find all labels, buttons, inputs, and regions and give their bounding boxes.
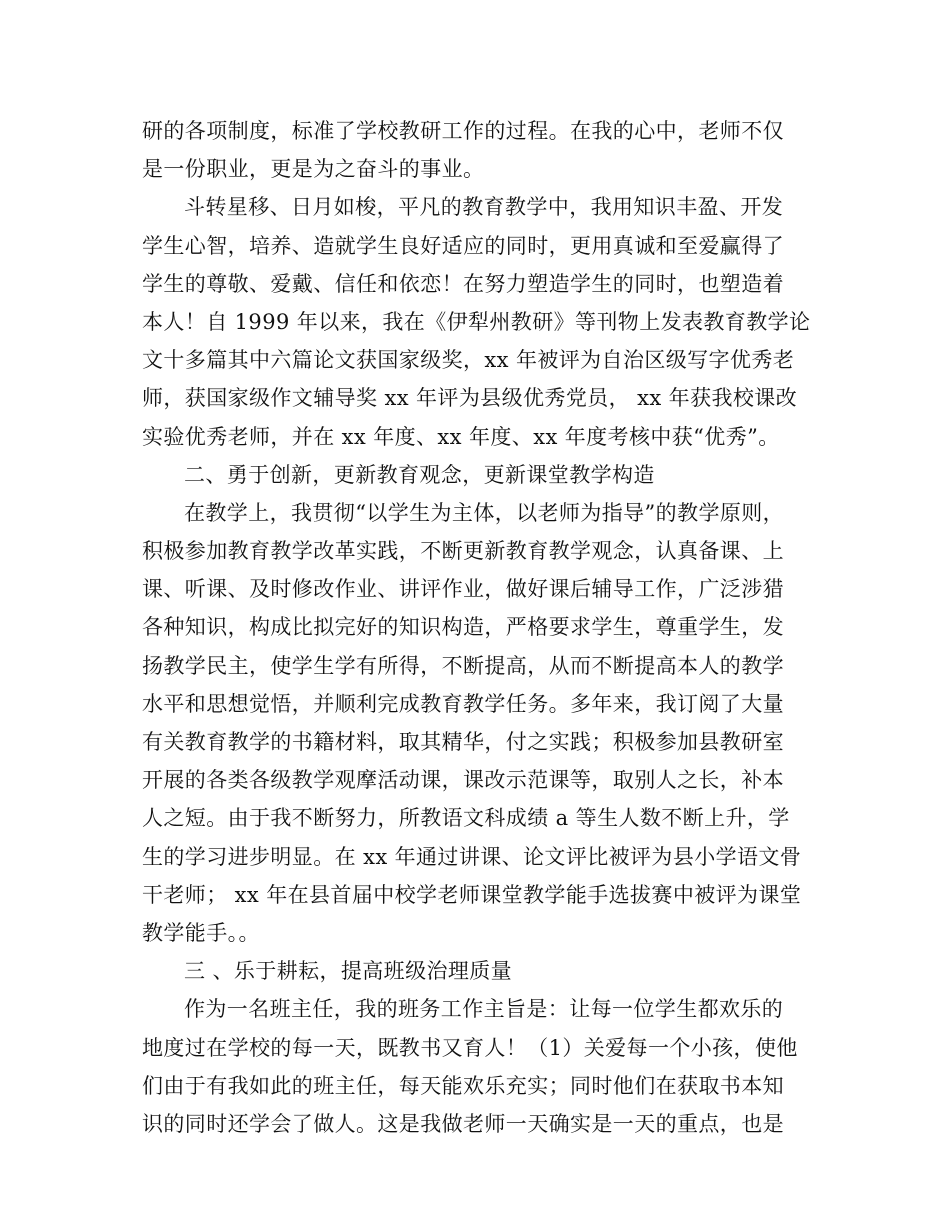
text-line: 研的各项制度，标准了学校教研工作的过程。在我的心中，老师不仅 xyxy=(142,119,784,143)
text-line: 扬教学民主，使学生学有所得，不断提高，从而不断提高本人的教学 xyxy=(142,653,784,678)
text-line: 斗转星移、日月如梭，平凡的教育教学中，我用知识丰盈、开发 xyxy=(184,195,784,220)
text-line: 各种知识，构成比拟完好的知识构造，严格要求学生，尊重学生，发 xyxy=(142,615,784,640)
text-line: 作为一名班主任，我的班务工作主旨是：让每一位学生都欢乐的 xyxy=(184,997,784,1022)
text-line: 师，获国家级作文辅导奖 xx 年评为县级优秀党员， xx 年获我校课改 xyxy=(142,386,798,411)
text-line: 干老师； xx 年在县首届中校学老师课堂教学能手选拔赛中被评为课堂 xyxy=(142,882,802,907)
text-line: 教学能手。。 xyxy=(142,920,260,945)
text-line: 学生的尊敬、爱戴、信任和依恋！在努力塑造学生的同时，也塑造着 xyxy=(142,271,784,296)
text-line: 地度过在学校的每一天，既教书又育人！（1）关爱每一个小孩，使他 xyxy=(142,1035,798,1060)
text-line: 实验优秀老师，并在 xx 年度、xx 年度、xx 年度考核中获“优秀”。 xyxy=(142,424,780,449)
section-heading: 三 、乐于耕耘，提高班级治理质量 xyxy=(184,959,513,984)
text-line: 是一份职业，更是为之奋斗的事业。 xyxy=(142,157,485,182)
section-heading: 二、勇于创新，更新教育观念，更新课堂教学构造 xyxy=(184,462,655,487)
text-line: 们由于有我如此的班主任，每天能欢乐充实；同时他们在获取书本知 xyxy=(142,1073,784,1098)
text-line: 本人！自 1999 年以来，我在《伊犁州教研》等刊物上发表教育教学论 xyxy=(142,309,811,334)
text-line: 开展的各类各级教学观摩活动课，课改示范课等，取别人之长，补本 xyxy=(142,768,784,793)
text-line: 生的学习进步明显。在 xx 年通过讲课、论文评比被评为县小学语文骨 xyxy=(142,844,802,869)
text-line: 人之短。由于我不断努力，所教语文科成绩 a 等生人数不断上升，学 xyxy=(142,806,790,831)
text-line: 有关教育教学的书籍材料，取其精华，付之实践；积极参加县教研室 xyxy=(142,730,784,754)
text-line: 水平和思想觉悟，并顺利完成教育教学任务。多年来，我订阅了大量 xyxy=(142,691,784,716)
text-line: 积极参加教育教学改革实践，不断更新教育教学观念，认真备课、上 xyxy=(142,539,784,564)
text-line: 识的同时还学会了做人。这是我做老师一天确实是一天的重点，也是 xyxy=(142,1111,784,1136)
text-line: 课、听课、及时修改作业、讲评作业，做好课后辅导工作，广泛涉猎 xyxy=(142,577,784,602)
text-line: 文十多篇其中六篇论文获国家级奖，xx 年被评为自治区级写字优秀老 xyxy=(142,348,795,373)
text-line: 在教学上，我贯彻“以学生为主体，以老师为指导”的教学原则， xyxy=(184,500,785,525)
document-page xyxy=(142,112,822,1143)
text-line: 学生心智，培养、造就学生良好适应的同时，更用真诚和至爱赢得了 xyxy=(142,233,784,258)
